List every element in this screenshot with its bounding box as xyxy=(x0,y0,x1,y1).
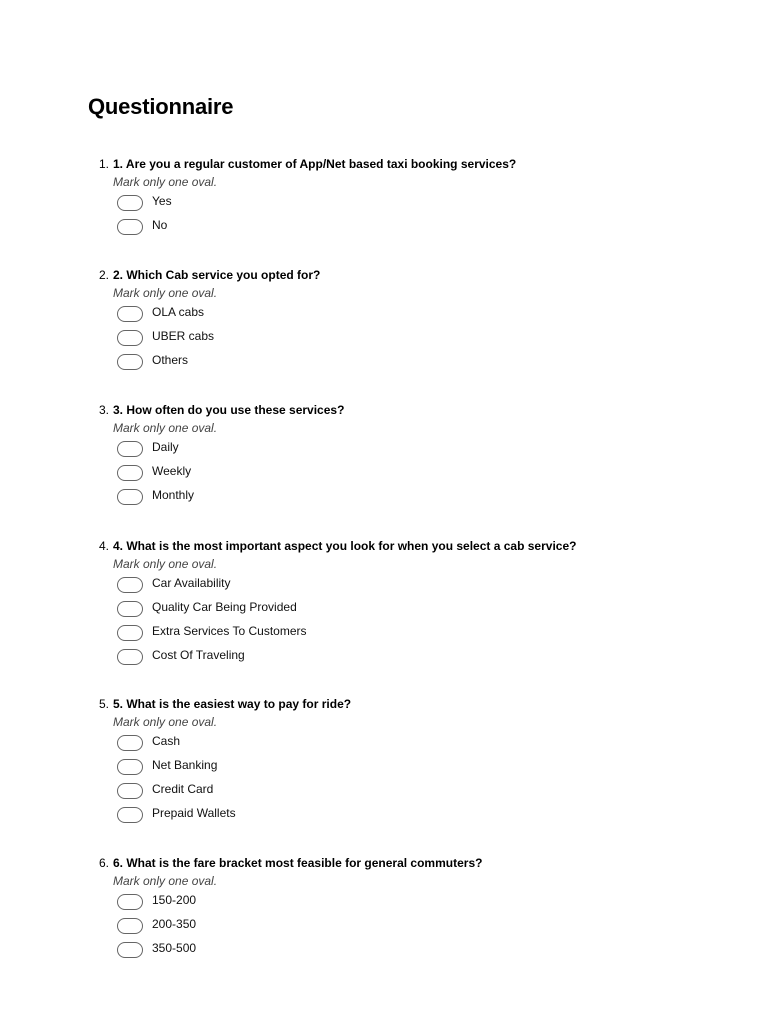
options-list xyxy=(88,304,688,376)
option-others[interactable] xyxy=(88,352,688,376)
option-cost-of-traveling[interactable] xyxy=(88,647,688,671)
option-label: 200-350 xyxy=(152,917,197,931)
option-quality-car[interactable] xyxy=(88,599,688,623)
question-4 xyxy=(88,538,728,662)
question-hint: Mark only one oval. xyxy=(113,175,218,189)
option-label: Others xyxy=(152,353,189,367)
question-text: 3. How often do you use these services? xyxy=(113,403,345,417)
question-3 xyxy=(88,402,728,502)
option-uber-cabs[interactable] xyxy=(88,328,688,352)
radio-oval[interactable] xyxy=(117,894,143,910)
option-label: Cost Of Traveling xyxy=(152,648,245,662)
option-label: Prepaid Wallets xyxy=(152,806,236,820)
question-text: 4. What is the most important aspect you look for when you select a cab service? xyxy=(113,539,577,553)
option-cash[interactable] xyxy=(88,733,688,757)
option-label: Quality Car Being Provided xyxy=(152,600,297,614)
question-6 xyxy=(88,855,728,955)
radio-oval[interactable] xyxy=(117,195,143,211)
question-5 xyxy=(88,696,728,820)
radio-oval[interactable] xyxy=(117,465,143,481)
radio-oval[interactable] xyxy=(117,918,143,934)
option-no[interactable] xyxy=(88,217,688,241)
question-number: 1. xyxy=(99,157,110,171)
option-label: Weekly xyxy=(152,464,192,478)
option-net-banking[interactable] xyxy=(88,757,688,781)
option-label: Extra Services To Customers xyxy=(152,624,307,638)
question-title xyxy=(88,696,728,712)
question-hint: Mark only one oval. xyxy=(113,557,218,571)
question-hint: Mark only one oval. xyxy=(113,715,218,729)
radio-oval[interactable] xyxy=(117,735,143,751)
radio-oval[interactable] xyxy=(117,783,143,799)
question-number: 2. xyxy=(99,268,110,282)
options-list xyxy=(88,575,688,671)
page-title: Questionnaire xyxy=(88,94,234,119)
radio-oval[interactable] xyxy=(117,625,143,641)
question-number: 6. xyxy=(99,856,110,870)
question-hint: Mark only one oval. xyxy=(113,286,218,300)
question-title xyxy=(88,538,728,554)
option-car-availability[interactable] xyxy=(88,575,688,599)
question-hint: Mark only one oval. xyxy=(113,874,218,888)
option-label: No xyxy=(152,218,168,232)
question-text: 1. Are you a regular customer of App/Net based taxi booking services? xyxy=(113,157,517,171)
question-text: 6. What is the fare bracket most feasible for general commuters? xyxy=(113,856,483,870)
option-label: Daily xyxy=(152,440,179,454)
option-label: Car Availability xyxy=(152,576,231,590)
option-label: Monthly xyxy=(152,488,195,502)
option-yes[interactable] xyxy=(88,193,688,217)
question-hint: Mark only one oval. xyxy=(113,421,218,435)
radio-oval[interactable] xyxy=(117,601,143,617)
option-label: Credit Card xyxy=(152,782,214,796)
radio-oval[interactable] xyxy=(117,306,143,322)
option-label: 350-500 xyxy=(152,941,197,955)
radio-oval[interactable] xyxy=(117,807,143,823)
radio-oval[interactable] xyxy=(117,649,143,665)
radio-oval[interactable] xyxy=(117,219,143,235)
option-label: 150-200 xyxy=(152,893,197,907)
radio-oval[interactable] xyxy=(117,759,143,775)
option-label: Cash xyxy=(152,734,181,748)
question-number: 3. xyxy=(99,403,110,417)
question-number: 5. xyxy=(99,697,110,711)
option-prepaid-wallets[interactable] xyxy=(88,805,688,829)
option-label: Yes xyxy=(152,194,172,208)
option-credit-card[interactable] xyxy=(88,781,688,805)
radio-oval[interactable] xyxy=(117,942,143,958)
option-weekly[interactable] xyxy=(88,463,688,487)
option-extra-services[interactable] xyxy=(88,623,688,647)
option-label: UBER cabs xyxy=(152,329,215,343)
option-daily[interactable] xyxy=(88,439,688,463)
radio-oval[interactable] xyxy=(117,441,143,457)
question-text: 2. Which Cab service you opted for? xyxy=(113,268,321,282)
question-number: 4. xyxy=(99,539,110,553)
question-title xyxy=(88,402,728,418)
options-list xyxy=(88,892,688,964)
question-text: 5. What is the easiest way to pay for ride? xyxy=(113,697,352,711)
option-label: OLA cabs xyxy=(152,305,205,319)
option-150-200[interactable] xyxy=(88,892,688,916)
option-monthly[interactable] xyxy=(88,487,688,511)
option-350-500[interactable] xyxy=(88,940,688,964)
options-list xyxy=(88,439,688,511)
question-title xyxy=(88,267,728,283)
radio-oval[interactable] xyxy=(117,354,143,370)
options-list xyxy=(88,733,688,829)
question-1 xyxy=(88,156,728,232)
option-200-350[interactable] xyxy=(88,916,688,940)
radio-oval[interactable] xyxy=(117,489,143,505)
option-label: Net Banking xyxy=(152,758,218,772)
options-list xyxy=(88,193,688,241)
question-title xyxy=(88,156,728,172)
question-title xyxy=(88,855,728,871)
radio-oval[interactable] xyxy=(117,330,143,346)
option-ola-cabs[interactable] xyxy=(88,304,688,328)
question-2 xyxy=(88,267,728,367)
radio-oval[interactable] xyxy=(117,577,143,593)
